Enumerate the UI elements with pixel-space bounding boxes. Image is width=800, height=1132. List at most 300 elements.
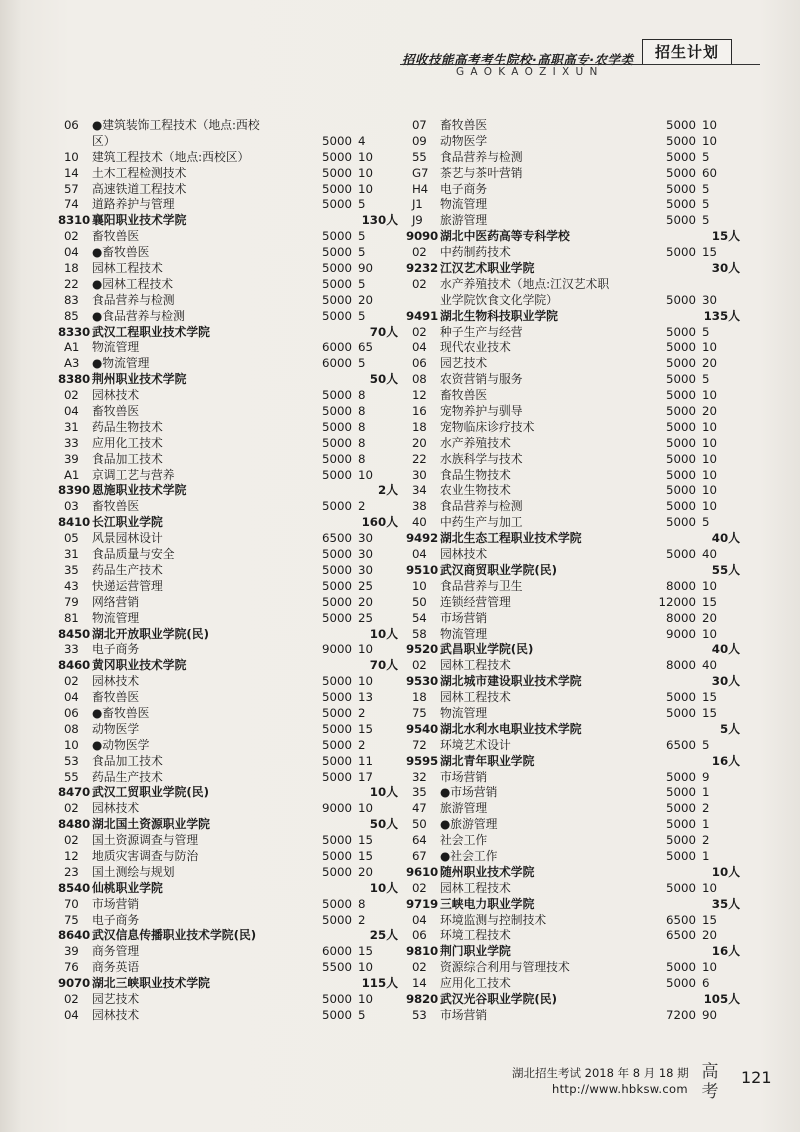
major-name: 宠物临床诊疗技术 — [440, 419, 535, 434]
school-row — [58, 372, 398, 388]
major-name: 园林技术 — [92, 674, 140, 689]
major-row — [412, 388, 742, 404]
major-row — [412, 197, 742, 213]
header-divider — [400, 64, 760, 65]
major-qty: 1 — [702, 817, 710, 832]
major-code: 10 — [412, 578, 427, 593]
major-cost: 5000 — [321, 594, 352, 609]
major-qty: 10 — [702, 483, 718, 498]
school-code: 9090 — [406, 229, 439, 244]
major-qty: 10 — [358, 642, 374, 657]
major-code: 06 — [64, 705, 79, 720]
school-row — [406, 261, 742, 277]
school-qty: 70人 — [369, 658, 398, 673]
major-row — [64, 150, 398, 166]
major-qty: 30 — [358, 531, 374, 546]
major-qty: 20 — [358, 292, 374, 307]
major-code: 35 — [64, 562, 79, 577]
school-name: 湖北生态工程职业技术学院 — [440, 531, 582, 546]
major-cost: 5000 — [665, 833, 696, 848]
major-name: 水产养殖技术 — [440, 435, 511, 450]
major-code: 43 — [64, 578, 79, 593]
school-code: 9510 — [406, 562, 439, 577]
school-row — [58, 324, 398, 341]
school-code: 9610 — [406, 864, 439, 879]
major-cost: 5000 — [321, 848, 352, 863]
school-row — [406, 674, 742, 690]
major-code: 16 — [412, 404, 427, 419]
major-cost: 5000 — [321, 578, 352, 593]
major-code: 12 — [412, 388, 427, 403]
major-name: 农业生物技术 — [440, 483, 511, 498]
major-cost: 9000 — [321, 801, 352, 816]
major-cost: 5000 — [665, 960, 696, 975]
major-qty: 9 — [702, 769, 710, 784]
major-name: 动物医学 — [92, 721, 140, 736]
major-code: 22 — [64, 276, 79, 291]
major-code: 08 — [412, 372, 427, 387]
major-cost: 5000 — [321, 419, 352, 434]
major-qty: 30 — [702, 292, 718, 307]
major-code: 32 — [412, 769, 427, 784]
header-pinyin: GAOKAOZIXUN — [456, 66, 604, 78]
major-name: 电子商务 — [440, 181, 488, 196]
major-name: 园林工程技术 — [440, 880, 511, 895]
major-qty: 1 — [702, 785, 710, 800]
major-name: 水族科学与技术 — [440, 451, 523, 466]
school-code: 9491 — [406, 308, 439, 323]
school-row — [406, 308, 742, 325]
major-row — [412, 547, 742, 563]
major-row — [64, 611, 398, 627]
major-qty: 15 — [358, 833, 374, 848]
major-row — [412, 928, 742, 944]
major-row — [412, 579, 742, 595]
major-qty: 8 — [358, 451, 366, 466]
school-name: 三峡电力职业学院 — [440, 896, 535, 911]
major-qty: 10 — [358, 674, 374, 689]
major-cost: 5000 — [321, 133, 352, 148]
major-qty: 90 — [358, 261, 374, 276]
major-qty: 10 — [358, 165, 374, 180]
major-cost: 5000 — [321, 499, 352, 514]
major-code: 02 — [412, 880, 427, 895]
major-name: 物流管理 — [92, 340, 140, 355]
major-cost: 5000 — [665, 118, 696, 132]
major-cost: 5000 — [665, 181, 696, 196]
major-cost: 5000 — [665, 133, 696, 148]
school-qty: 30人 — [711, 261, 740, 276]
major-row — [64, 197, 398, 213]
major-qty: 2 — [358, 499, 366, 514]
logo-text-top: 高 — [701, 1062, 719, 1082]
major-cost: 5000 — [665, 705, 696, 720]
major-row — [64, 356, 398, 372]
major-qty: 10 — [702, 499, 718, 514]
major-qty: 10 — [702, 419, 718, 434]
major-name: ●食品营养与检测 — [92, 308, 185, 323]
major-cost: 9000 — [665, 626, 696, 641]
major-qty: 10 — [702, 133, 718, 148]
major-name: ●市场营销 — [440, 785, 498, 800]
school-code: 8480 — [58, 817, 91, 832]
major-qty: 25 — [358, 610, 374, 625]
major-cost: 5000 — [321, 276, 352, 291]
major-row — [412, 801, 742, 817]
major-row — [412, 833, 742, 849]
major-name: 畜牧兽医 — [92, 690, 140, 705]
major-cost: 5000 — [665, 785, 696, 800]
major-name: 畜牧兽医 — [92, 229, 140, 244]
major-code: 23 — [64, 864, 79, 879]
major-qty: 10 — [358, 801, 374, 816]
school-name: 荆门职业学院 — [440, 944, 511, 959]
major-cost: 5000 — [665, 848, 696, 863]
major-row — [412, 611, 742, 627]
major-qty: 5 — [358, 197, 366, 212]
major-row — [64, 674, 398, 690]
major-row — [64, 913, 398, 929]
major-row — [412, 738, 742, 754]
major-cost: 5000 — [321, 1007, 352, 1022]
school-qty: 15人 — [711, 229, 740, 244]
major-code: 35 — [412, 785, 427, 800]
major-name: 应用化工技术 — [440, 976, 511, 991]
major-name: 食品营养与检测 — [92, 292, 175, 307]
school-qty: 10人 — [369, 785, 398, 800]
major-cost: 5000 — [665, 149, 696, 164]
major-code: 02 — [64, 674, 79, 689]
school-qty: 16人 — [711, 944, 740, 959]
major-name: 物流管理 — [440, 197, 488, 212]
major-name: 中药制药技术 — [440, 245, 511, 260]
major-qty: 15 — [702, 245, 718, 260]
major-row — [412, 595, 742, 611]
major-code: 09 — [412, 133, 427, 148]
school-qty: 40人 — [711, 531, 740, 546]
major-name: 环境监测与控制技术 — [440, 912, 547, 927]
major-cost: 6500 — [665, 737, 696, 752]
major-name: 应用化工技术 — [92, 435, 163, 450]
major-name: 园林技术 — [440, 547, 488, 562]
major-name: 连锁经营管理 — [440, 594, 511, 609]
major-code: 75 — [412, 705, 427, 720]
school-name: 湖北城市建设职业技术学院 — [440, 674, 582, 689]
major-qty: 5 — [358, 308, 366, 323]
major-qty: 8 — [358, 435, 366, 450]
school-qty: 10人 — [711, 864, 740, 879]
school-row — [406, 753, 742, 770]
major-cost: 5000 — [321, 610, 352, 625]
school-row — [406, 944, 742, 960]
school-row — [406, 642, 742, 658]
school-qty: 160人 — [361, 515, 398, 530]
major-row — [412, 960, 742, 976]
major-cost: 5000 — [321, 864, 352, 879]
major-row — [412, 150, 742, 166]
major-name: 物流管理 — [440, 705, 488, 720]
major-code: 06 — [412, 928, 427, 943]
major-row — [412, 690, 742, 706]
school-row — [58, 658, 398, 674]
school-name: 襄阳职业技术学院 — [92, 213, 187, 228]
major-cost: 6000 — [321, 944, 352, 959]
major-code: 02 — [64, 388, 79, 403]
major-code: 02 — [64, 991, 79, 1006]
major-cost: 5500 — [321, 960, 352, 975]
school-code: 9719 — [406, 896, 439, 911]
major-row — [64, 261, 398, 277]
major-code: 06 — [412, 356, 427, 371]
major-name: 快递运营管理 — [92, 578, 163, 593]
school-qty: 16人 — [711, 753, 740, 768]
major-qty: 5 — [702, 213, 710, 228]
school-code: 8460 — [58, 658, 91, 673]
major-name: ●畜牧兽医 — [92, 245, 150, 260]
major-qty: 5 — [358, 1007, 366, 1022]
major-cost: 5000 — [321, 737, 352, 752]
major-qty: 10 — [702, 626, 718, 641]
major-row — [64, 1008, 398, 1024]
major-row — [64, 468, 398, 484]
major-code: 67 — [412, 848, 427, 863]
major-name: 药品生物技术 — [92, 419, 163, 434]
school-code: 8450 — [58, 626, 91, 641]
major-code: 57 — [64, 181, 79, 196]
major-row — [412, 245, 742, 261]
major-name: 环境工程技术 — [440, 928, 511, 943]
major-row — [412, 483, 742, 499]
major-row — [412, 356, 742, 372]
major-name: 园艺技术 — [92, 991, 140, 1006]
major-name: 畜牧兽医 — [440, 118, 488, 132]
major-code: 76 — [64, 960, 79, 975]
major-row — [64, 754, 398, 770]
major-cost: 6500 — [665, 928, 696, 943]
major-cost: 5000 — [665, 197, 696, 212]
major-code: 04 — [64, 404, 79, 419]
major-row — [412, 468, 742, 484]
major-name: 商务管理 — [92, 944, 140, 959]
school-name: 武汉工程职业技术学院 — [92, 324, 210, 339]
school-code: 9820 — [406, 991, 439, 1006]
school-name: 湖北生物科技职业学院 — [440, 308, 558, 323]
major-cost: 5000 — [321, 149, 352, 164]
major-name: 国土测绘与规划 — [92, 864, 175, 879]
school-qty: 10人 — [369, 626, 398, 641]
major-qty: 15 — [702, 912, 718, 927]
major-row — [412, 976, 742, 992]
school-code: 9595 — [406, 753, 439, 768]
major-row — [412, 182, 742, 198]
major-row — [64, 960, 398, 976]
major-qty: 8 — [358, 404, 366, 419]
major-qty: 13 — [358, 690, 374, 705]
school-row — [58, 880, 398, 897]
major-name: 食品生物技术 — [440, 467, 511, 482]
school-qty: 40人 — [711, 642, 740, 657]
school-code: 8330 — [58, 324, 91, 339]
major-row — [64, 404, 398, 420]
major-qty: 60 — [702, 165, 718, 180]
major-row — [64, 309, 398, 325]
major-name: 道路养护与管理 — [92, 197, 175, 212]
school-code: 9810 — [406, 944, 439, 959]
major-code: H4 — [412, 181, 428, 196]
school-code: 8640 — [58, 928, 91, 943]
major-code: 18 — [64, 261, 79, 276]
major-code: 14 — [64, 165, 79, 180]
major-qty: 8 — [358, 419, 366, 434]
major-row — [64, 277, 398, 293]
school-code: 9232 — [406, 261, 439, 276]
major-qty: 5 — [702, 324, 710, 339]
major-name: 中药生产与加工 — [440, 515, 523, 530]
major-code: 02 — [64, 833, 79, 848]
major-row — [412, 515, 742, 531]
major-name: 药品生产技术 — [92, 769, 163, 784]
major-cost: 5000 — [665, 817, 696, 832]
school-name: 仙桃职业学院 — [92, 880, 163, 895]
major-qty: 5 — [358, 245, 366, 260]
school-row — [406, 562, 742, 579]
major-row — [412, 134, 742, 150]
major-row — [64, 420, 398, 436]
major-qty: 10 — [702, 880, 718, 895]
school-name: 湖北中医药高等专科学校 — [440, 229, 570, 244]
major-code: 33 — [64, 642, 79, 657]
major-row — [64, 340, 398, 356]
major-qty: 20 — [702, 610, 718, 625]
major-cost: 5000 — [321, 721, 352, 736]
major-qty: 20 — [702, 928, 718, 943]
major-cost: 5000 — [321, 404, 352, 419]
major-code: 04 — [64, 690, 79, 705]
major-row — [64, 452, 398, 468]
major-name: 园林技术 — [92, 801, 140, 816]
major-name: 畜牧兽医 — [440, 388, 488, 403]
major-code: 14 — [412, 976, 427, 991]
major-code: 22 — [412, 451, 427, 466]
major-name: 环境艺术设计 — [440, 737, 511, 752]
major-cost: 5000 — [321, 547, 352, 562]
major-code: 33 — [64, 435, 79, 450]
major-qty: 5 — [358, 229, 366, 244]
major-cost: 5000 — [321, 896, 352, 911]
major-row — [412, 166, 742, 182]
major-name: 园林工程技术 — [440, 690, 511, 705]
school-qty: 55人 — [711, 562, 740, 577]
major-cost: 5000 — [321, 292, 352, 307]
school-qty: 5人 — [719, 721, 740, 736]
major-row — [64, 531, 398, 547]
major-name: 食品加工技术 — [92, 753, 163, 768]
major-row — [412, 293, 742, 309]
major-name: 食品质量与安全 — [92, 547, 175, 562]
major-cost: 5000 — [321, 467, 352, 482]
school-name: 随州职业技术学院 — [440, 864, 535, 879]
major-row — [412, 436, 742, 452]
school-qty: 130人 — [361, 213, 398, 228]
major-cost: 8000 — [665, 578, 696, 593]
major-qty: 15 — [358, 944, 374, 959]
major-cost: 5000 — [665, 165, 696, 180]
major-name: 区） — [92, 133, 116, 148]
major-cost: 5000 — [321, 197, 352, 212]
major-qty: 10 — [702, 340, 718, 355]
major-qty: 6 — [702, 976, 710, 991]
major-code: 02 — [412, 276, 427, 291]
major-qty: 5 — [358, 276, 366, 291]
major-cost: 6000 — [321, 356, 352, 371]
major-qty: 10 — [358, 149, 374, 164]
school-name: 武汉商贸职业学院(民) — [440, 562, 557, 577]
major-row — [64, 897, 398, 913]
school-qty: 50人 — [369, 817, 398, 832]
major-qty: 10 — [702, 388, 718, 403]
major-cost: 7200 — [665, 1007, 696, 1022]
major-qty: 4 — [358, 133, 366, 148]
major-row — [64, 118, 398, 134]
school-qty: 25人 — [369, 928, 398, 943]
major-cost: 5000 — [321, 562, 352, 577]
major-cost: 5000 — [665, 515, 696, 530]
major-row — [64, 944, 398, 960]
major-name: 社会工作 — [440, 833, 488, 848]
major-code: 40 — [412, 515, 427, 530]
major-name: 网络营销 — [92, 594, 140, 609]
major-row — [64, 849, 398, 865]
major-cost: 5000 — [321, 753, 352, 768]
school-name: 黄冈职业技术学院 — [92, 658, 187, 673]
school-name: 武汉光谷职业学院(民) — [440, 991, 557, 1006]
major-row — [64, 436, 398, 452]
major-cost: 5000 — [665, 467, 696, 482]
school-name: 湖北国土资源职业学院 — [92, 817, 210, 832]
major-name: ●物流管理 — [92, 356, 150, 371]
school-row — [58, 928, 398, 944]
major-row — [412, 881, 742, 897]
major-code: 10 — [64, 149, 79, 164]
major-qty: 5 — [702, 149, 710, 164]
major-row — [64, 722, 398, 738]
major-name: 物流管理 — [440, 626, 488, 641]
school-row — [406, 531, 742, 547]
major-code: 02 — [412, 658, 427, 673]
school-qty: 30人 — [711, 674, 740, 689]
major-row — [64, 595, 398, 611]
major-qty: 25 — [358, 578, 374, 593]
major-name: 物流管理 — [92, 610, 140, 625]
major-name: 市场营销 — [440, 610, 488, 625]
major-qty: 5 — [702, 372, 710, 387]
major-cost: 5000 — [321, 245, 352, 260]
major-code: 20 — [412, 435, 427, 450]
major-qty: 15 — [358, 848, 374, 863]
school-name: 武昌职业学院(民) — [440, 642, 534, 657]
major-row — [412, 118, 742, 134]
logo-text-bottom: 考 — [701, 1082, 719, 1102]
major-qty: 20 — [702, 404, 718, 419]
major-row — [412, 658, 742, 674]
major-name: 食品营养与卫生 — [440, 578, 523, 593]
major-code: 39 — [64, 451, 79, 466]
major-qty: 10 — [702, 467, 718, 482]
school-name: 武汉工贸职业学院(民) — [92, 785, 209, 800]
major-code: A3 — [64, 356, 80, 371]
major-row — [412, 785, 742, 801]
school-qty: 105人 — [703, 991, 740, 1006]
